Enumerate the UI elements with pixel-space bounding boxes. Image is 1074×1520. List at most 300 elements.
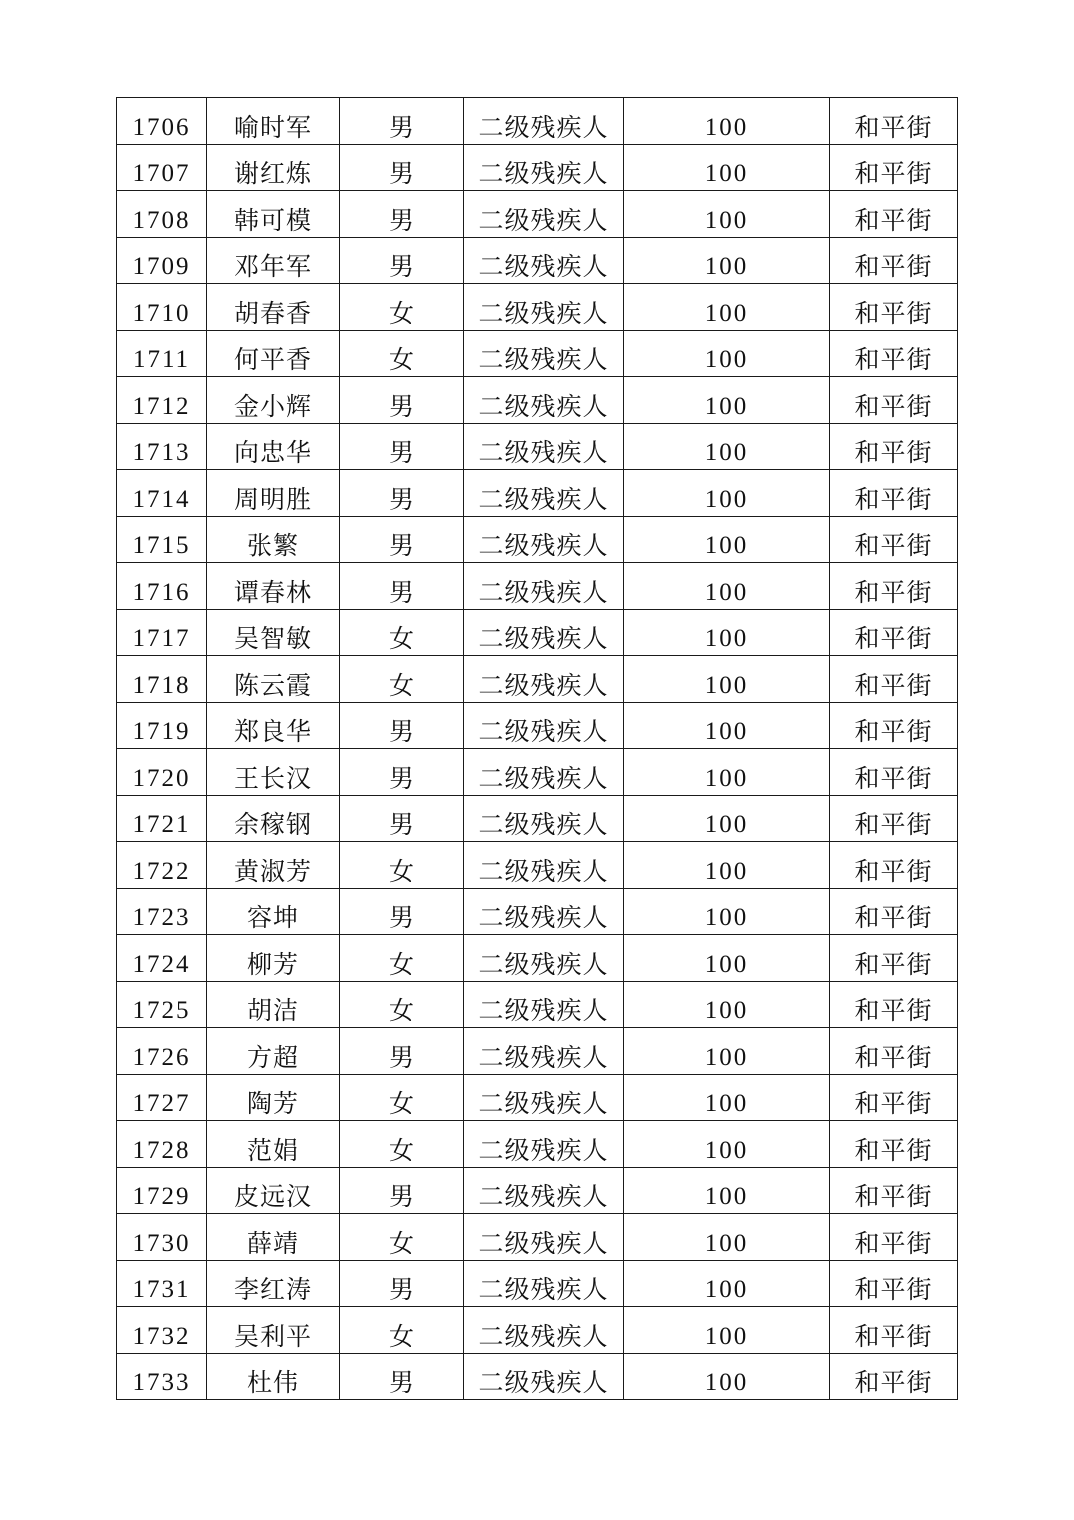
cell-gender-text: 男: [388, 438, 414, 467]
cell-name: [207, 1074, 340, 1121]
table-row: [117, 516, 958, 563]
cell-disability-level-text: 二级残疾人: [478, 252, 609, 281]
cell-amount: [624, 98, 830, 145]
cell-disability-level: [464, 702, 624, 749]
cell-disability-level: [464, 981, 624, 1028]
cell-street: [830, 1167, 958, 1214]
cell-disability-level-text: 二级残疾人: [478, 298, 609, 328]
cell-disability-level-text: 二级残疾人: [478, 577, 609, 607]
cell-disability-level-text: 二级残疾人: [478, 531, 609, 560]
cell-disability-level: [464, 1167, 624, 1214]
cell-street: [830, 1214, 958, 1261]
cell-amount: [624, 1307, 830, 1354]
cell-gender: [340, 330, 464, 377]
cell-name-text: 薛靖: [246, 1228, 299, 1258]
cell-gender-text: 女: [388, 856, 414, 886]
cell-name-text: 胡洁: [246, 996, 299, 1025]
cell-name-text: 张繁: [246, 531, 299, 560]
cell-gender: [340, 377, 464, 424]
cell-amount-text: 100: [704, 206, 749, 234]
cell-gender-text: 女: [388, 949, 414, 979]
cell-disability-level-text: 二级残疾人: [478, 717, 609, 746]
cell-street-text: 和平街: [854, 624, 933, 653]
cell-amount-text: 100: [704, 532, 749, 559]
cell-number: [117, 563, 207, 610]
cell-disability-level-text: 二级残疾人: [478, 391, 609, 421]
cell-disability-level-text: 二级残疾人: [478, 1275, 609, 1304]
cell-street-text: 和平街: [854, 856, 933, 886]
cell-amount: [624, 377, 830, 424]
cell-street-text: 和平街: [854, 1135, 933, 1165]
cell-number-text: 1723: [132, 904, 191, 931]
cell-disability-level: [464, 795, 624, 842]
cell-amount: [624, 1074, 830, 1121]
cell-number-text: 1726: [132, 1043, 191, 1071]
cell-number-text: 1709: [132, 253, 191, 280]
cell-number-text: 1733: [132, 1369, 191, 1396]
cell-name-text: 柳芳: [246, 949, 299, 979]
cell-amount-text: 100: [704, 346, 749, 373]
table-row: [117, 749, 958, 796]
cell-gender: [340, 1260, 464, 1307]
cell-number-text: 1722: [132, 857, 191, 885]
cell-street-text: 和平街: [854, 670, 933, 700]
cell-gender: [340, 795, 464, 842]
cell-gender-text: 女: [388, 624, 414, 653]
cell-amount-text: 100: [704, 578, 749, 606]
cell-amount: [624, 470, 830, 517]
cell-amount: [624, 609, 830, 656]
cell-disability-level-text: 二级残疾人: [478, 159, 609, 188]
cell-amount-text: 100: [704, 1136, 749, 1164]
cell-number-text: 1719: [132, 718, 191, 745]
cell-street: [830, 656, 958, 703]
cell-gender: [340, 981, 464, 1028]
cell-gender: [340, 1121, 464, 1168]
cell-name: [207, 330, 340, 377]
cell-number: [117, 330, 207, 377]
cell-number-text: 1713: [132, 439, 191, 466]
cell-name-text: 李红涛: [233, 1275, 312, 1304]
cell-number: [117, 1167, 207, 1214]
cell-name: [207, 516, 340, 563]
cell-disability-level: [464, 609, 624, 656]
cell-number: [117, 191, 207, 238]
cell-disability-level: [464, 516, 624, 563]
cell-number-text: 1718: [132, 671, 191, 699]
cell-amount: [624, 144, 830, 191]
cell-number-text: 1711: [132, 346, 191, 373]
cell-disability-level-text: 二级残疾人: [478, 670, 609, 700]
cell-name: [207, 191, 340, 238]
cell-disability-level: [464, 1307, 624, 1354]
cell-gender-text: 女: [388, 996, 414, 1025]
cell-gender: [340, 144, 464, 191]
cell-number: [117, 981, 207, 1028]
cell-number: [117, 1121, 207, 1168]
cell-name: [207, 656, 340, 703]
cell-amount-text: 100: [704, 439, 749, 466]
cell-disability-level: [464, 470, 624, 517]
cell-amount-text: 100: [704, 904, 749, 931]
cell-amount: [624, 842, 830, 889]
cell-street-text: 和平街: [854, 903, 933, 932]
table-row: [117, 935, 958, 982]
cell-gender: [340, 563, 464, 610]
cell-amount-text: 100: [704, 625, 749, 652]
cell-street-text: 和平街: [854, 810, 933, 839]
cell-name: [207, 795, 340, 842]
cell-street-text: 和平街: [854, 1089, 933, 1118]
cell-disability-level-text: 二级残疾人: [478, 1089, 609, 1118]
cell-number-text: 1720: [132, 764, 191, 792]
cell-amount: [624, 563, 830, 610]
cell-name-text: 皮远汉: [233, 1182, 312, 1211]
cell-street: [830, 702, 958, 749]
cell-gender: [340, 516, 464, 563]
cell-gender-text: 男: [388, 903, 414, 932]
cell-name: [207, 1028, 340, 1075]
cell-name-text: 容坤: [246, 903, 299, 932]
cell-number: [117, 749, 207, 796]
cell-amount: [624, 795, 830, 842]
table-row: [117, 1167, 958, 1214]
cell-name: [207, 470, 340, 517]
cell-street: [830, 470, 958, 517]
cell-amount: [624, 749, 830, 796]
cell-street: [830, 935, 958, 982]
cell-name: [207, 981, 340, 1028]
cell-street-text: 和平街: [854, 484, 933, 514]
cell-number-text: 1717: [132, 625, 191, 652]
cell-disability-level: [464, 935, 624, 982]
cell-gender-text: 男: [388, 531, 414, 560]
table-row: [117, 888, 958, 935]
cell-name: [207, 1307, 340, 1354]
cell-gender: [340, 470, 464, 517]
cell-disability-level-text: 二级残疾人: [478, 1321, 609, 1351]
cell-number-text: 1716: [132, 578, 191, 606]
cell-street-text: 和平街: [854, 717, 933, 746]
cell-street-text: 和平街: [854, 531, 933, 560]
cell-amount-text: 100: [704, 299, 749, 327]
cell-name-text: 向忠华: [233, 438, 312, 467]
cell-name-text: 喻时军: [233, 112, 312, 142]
table-row: [117, 1307, 958, 1354]
cell-amount-text: 100: [704, 811, 749, 838]
cell-number: [117, 470, 207, 517]
table-row: [117, 98, 958, 145]
cell-amount-text: 100: [704, 1090, 749, 1117]
cell-number-text: 1725: [132, 997, 191, 1024]
cell-name-text: 邓年军: [233, 252, 312, 281]
cell-amount-text: 100: [704, 160, 749, 187]
cell-disability-level: [464, 842, 624, 889]
cell-gender: [340, 1214, 464, 1261]
cell-disability-level-text: 二级残疾人: [478, 345, 609, 374]
cell-number-text: 1724: [132, 950, 191, 978]
cell-number: [117, 888, 207, 935]
cell-amount: [624, 935, 830, 982]
cell-street-text: 和平街: [854, 252, 933, 281]
cell-amount: [624, 284, 830, 331]
cell-gender: [340, 423, 464, 470]
cell-number: [117, 935, 207, 982]
cell-street: [830, 795, 958, 842]
roster-table: [116, 97, 958, 1400]
table-row: [117, 842, 958, 889]
table-row: [117, 563, 958, 610]
cell-gender: [340, 98, 464, 145]
cell-disability-level-text: 二级残疾人: [478, 763, 609, 793]
cell-street: [830, 98, 958, 145]
cell-amount-text: 100: [704, 764, 749, 792]
cell-name-text: 韩可模: [233, 205, 312, 235]
cell-gender: [340, 656, 464, 703]
cell-street: [830, 377, 958, 424]
cell-street: [830, 563, 958, 610]
cell-name: [207, 144, 340, 191]
table-row: [117, 1121, 958, 1168]
cell-street-text: 和平街: [854, 112, 933, 142]
cell-number: [117, 656, 207, 703]
cell-street: [830, 1307, 958, 1354]
cell-disability-level: [464, 423, 624, 470]
cell-gender-text: 男: [388, 252, 414, 281]
table-row: [117, 144, 958, 191]
cell-gender-text: 男: [388, 810, 414, 839]
cell-disability-level-text: 二级残疾人: [478, 1135, 609, 1165]
cell-amount: [624, 516, 830, 563]
cell-name: [207, 702, 340, 749]
cell-street: [830, 1353, 958, 1400]
roster-body: [117, 98, 958, 1400]
cell-street: [830, 749, 958, 796]
cell-street-text: 和平街: [854, 1182, 933, 1211]
cell-amount: [624, 888, 830, 935]
cell-name-text: 余稼钢: [233, 810, 312, 839]
cell-gender: [340, 842, 464, 889]
cell-number: [117, 1074, 207, 1121]
cell-number: [117, 1307, 207, 1354]
cell-amount-text: 100: [704, 1229, 749, 1257]
cell-disability-level-text: 二级残疾人: [478, 205, 609, 235]
cell-name: [207, 749, 340, 796]
cell-street: [830, 609, 958, 656]
cell-disability-level: [464, 563, 624, 610]
table-row: [117, 423, 958, 470]
cell-number: [117, 1214, 207, 1261]
cell-disability-level: [464, 749, 624, 796]
cell-name-text: 范娟: [246, 1135, 299, 1165]
cell-disability-level: [464, 1353, 624, 1400]
cell-number: [117, 516, 207, 563]
cell-amount: [624, 191, 830, 238]
table-row: [117, 191, 958, 238]
cell-gender: [340, 191, 464, 238]
cell-disability-level-text: 二级残疾人: [478, 1228, 609, 1258]
cell-amount: [624, 1214, 830, 1261]
cell-name-text: 胡春香: [233, 298, 312, 328]
cell-name-text: 金小辉: [233, 391, 312, 421]
cell-street: [830, 1121, 958, 1168]
cell-street: [830, 237, 958, 284]
cell-gender: [340, 702, 464, 749]
cell-number-text: 1729: [132, 1183, 191, 1210]
cell-number: [117, 842, 207, 889]
cell-number-text: 1721: [132, 811, 191, 838]
table-row: [117, 237, 958, 284]
table-row: [117, 330, 958, 377]
cell-amount-text: 100: [704, 392, 749, 420]
cell-name: [207, 423, 340, 470]
cell-street-text: 和平街: [854, 1321, 933, 1351]
table-row: [117, 702, 958, 749]
cell-gender-text: 男: [388, 1042, 414, 1072]
cell-street-text: 和平街: [854, 577, 933, 607]
cell-gender-text: 男: [388, 159, 414, 188]
table-row: [117, 284, 958, 331]
cell-number: [117, 284, 207, 331]
cell-street-text: 和平街: [854, 1368, 933, 1397]
cell-name-text: 方超: [246, 1042, 299, 1072]
cell-name-text: 郑良华: [233, 717, 312, 746]
cell-name-text: 杜伟: [246, 1368, 299, 1397]
cell-name-text: 周明胜: [233, 484, 312, 514]
cell-disability-level-text: 二级残疾人: [478, 624, 609, 653]
cell-disability-level: [464, 330, 624, 377]
cell-disability-level-text: 二级残疾人: [478, 949, 609, 979]
cell-name: [207, 1214, 340, 1261]
cell-street: [830, 842, 958, 889]
cell-street-text: 和平街: [854, 949, 933, 979]
cell-number: [117, 1353, 207, 1400]
cell-amount: [624, 423, 830, 470]
cell-street: [830, 144, 958, 191]
cell-name: [207, 888, 340, 935]
table-row: [117, 1260, 958, 1307]
cell-street: [830, 981, 958, 1028]
cell-gender-text: 男: [388, 763, 414, 793]
cell-amount: [624, 330, 830, 377]
cell-disability-level: [464, 656, 624, 703]
cell-amount-text: 100: [704, 113, 749, 141]
cell-number-text: 1728: [132, 1136, 191, 1164]
cell-name: [207, 935, 340, 982]
cell-number: [117, 795, 207, 842]
cell-number-text: 1714: [132, 485, 191, 513]
cell-street-text: 和平街: [854, 159, 933, 188]
cell-gender-text: 女: [388, 670, 414, 700]
cell-street: [830, 516, 958, 563]
cell-gender-text: 女: [388, 345, 414, 374]
cell-street-text: 和平街: [854, 1042, 933, 1072]
cell-amount-text: 100: [704, 950, 749, 978]
cell-name: [207, 563, 340, 610]
cell-street: [830, 888, 958, 935]
cell-amount-text: 100: [704, 1183, 749, 1210]
cell-street-text: 和平街: [854, 1275, 933, 1304]
cell-name: [207, 284, 340, 331]
table-row: [117, 377, 958, 424]
cell-street-text: 和平街: [854, 996, 933, 1025]
cell-amount-text: 100: [704, 1369, 749, 1396]
cell-gender-text: 女: [388, 298, 414, 328]
cell-gender-text: 男: [388, 1182, 414, 1211]
cell-amount-text: 100: [704, 671, 749, 699]
cell-gender: [340, 1074, 464, 1121]
cell-gender: [340, 1028, 464, 1075]
table-row: [117, 470, 958, 517]
cell-street: [830, 1260, 958, 1307]
cell-gender: [340, 749, 464, 796]
cell-street: [830, 1074, 958, 1121]
cell-disability-level: [464, 1074, 624, 1121]
cell-disability-level: [464, 377, 624, 424]
cell-amount: [624, 702, 830, 749]
cell-gender-text: 男: [388, 1275, 414, 1304]
cell-street: [830, 284, 958, 331]
cell-gender: [340, 237, 464, 284]
cell-amount: [624, 237, 830, 284]
cell-gender-text: 女: [388, 1135, 414, 1165]
table-row: [117, 981, 958, 1028]
cell-number-text: 1715: [132, 532, 191, 559]
cell-amount-text: 100: [704, 1322, 749, 1350]
cell-street-text: 和平街: [854, 438, 933, 467]
cell-disability-level-text: 二级残疾人: [478, 810, 609, 839]
cell-disability-level: [464, 237, 624, 284]
cell-number-text: 1712: [132, 392, 191, 420]
cell-number: [117, 237, 207, 284]
cell-disability-level: [464, 98, 624, 145]
cell-disability-level: [464, 1028, 624, 1075]
table-row: [117, 1028, 958, 1075]
cell-street-text: 和平街: [854, 345, 933, 374]
cell-amount: [624, 656, 830, 703]
cell-street-text: 和平街: [854, 205, 933, 235]
cell-amount-text: 100: [704, 997, 749, 1024]
cell-disability-level: [464, 1121, 624, 1168]
cell-number-text: 1730: [132, 1229, 191, 1257]
cell-gender: [340, 888, 464, 935]
table-row: [117, 1074, 958, 1121]
cell-number-text: 1727: [132, 1090, 191, 1117]
cell-disability-level: [464, 284, 624, 331]
cell-number: [117, 1260, 207, 1307]
cell-amount-text: 100: [704, 1276, 749, 1303]
cell-name: [207, 842, 340, 889]
cell-number: [117, 377, 207, 424]
cell-gender: [340, 935, 464, 982]
cell-name: [207, 609, 340, 656]
cell-gender-text: 男: [388, 577, 414, 607]
cell-disability-level: [464, 888, 624, 935]
cell-number: [117, 609, 207, 656]
cell-name-text: 陶芳: [246, 1089, 299, 1118]
cell-name: [207, 1353, 340, 1400]
cell-gender-text: 男: [388, 484, 414, 514]
table-row: [117, 609, 958, 656]
cell-number: [117, 423, 207, 470]
cell-name-text: 谭春林: [233, 577, 312, 607]
cell-amount-text: 100: [704, 253, 749, 280]
cell-amount: [624, 1028, 830, 1075]
cell-number-text: 1708: [132, 206, 191, 234]
cell-amount: [624, 981, 830, 1028]
cell-number-text: 1732: [132, 1322, 191, 1350]
cell-street-text: 和平街: [854, 763, 933, 793]
